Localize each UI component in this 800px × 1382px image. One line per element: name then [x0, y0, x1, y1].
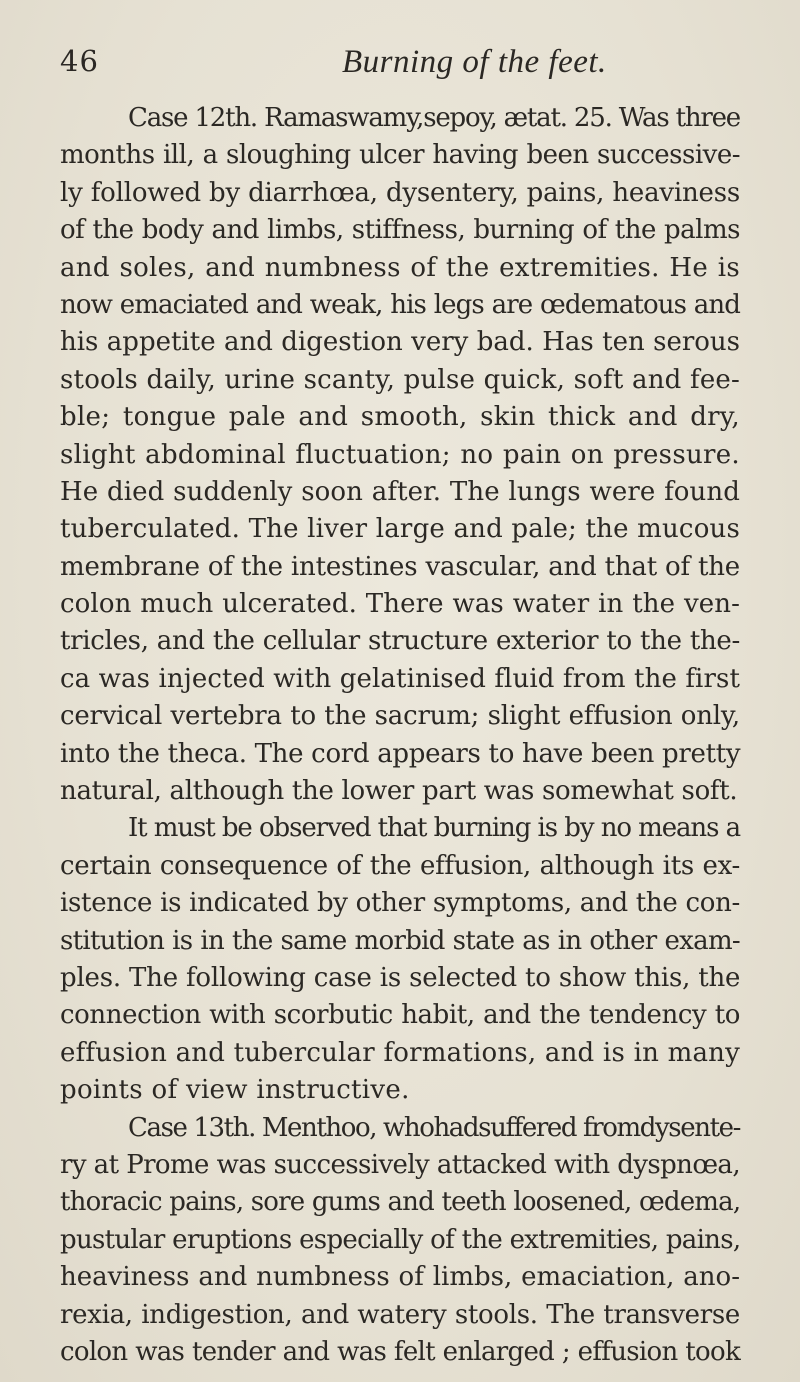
- running-title: Burning of the feet.: [342, 44, 607, 80]
- text-line: certain consequence of the effusion, although its ex-: [60, 850, 740, 881]
- text-line: tuberculated. The liver large and pale; the mucous: [60, 514, 741, 545]
- text-line: ble; tongue pale and smooth, skin thick and dry,: [60, 402, 740, 433]
- text-line: tricles, and the cellular structure exterior to the the-: [60, 626, 740, 657]
- text-line: He died suddenly soon after. The lungs were found: [60, 476, 740, 507]
- text-line: rexia, indigestion, and watery stools. The transverse: [60, 1299, 740, 1330]
- text-line: stools daily, urine scanty, pulse quick, soft and fee-: [60, 364, 740, 395]
- text-line: ca was injected with gelatinised fluid from the first: [60, 663, 740, 694]
- text-line: colon much ulcerated. There was water in the ven-: [60, 589, 740, 620]
- text-line: his appetite and digestion very bad. Has ten serous: [60, 327, 740, 358]
- text-line: ry at Prome was successively attacked with dyspnœa,: [60, 1149, 740, 1180]
- text-line: now emaciated and weak, his legs are œdematous and: [60, 289, 740, 320]
- text-line: of the body and limbs, stiffness, burning of the palms: [60, 215, 740, 246]
- text-line: thoracic pains, sore gums and teeth loosened, œdema,: [60, 1187, 741, 1218]
- text-line: ples. The following case is selected to show this, the: [60, 962, 741, 993]
- text-line: colon was tender and was felt enlarged ; effusion took: [60, 1336, 740, 1367]
- text-line: cervical vertebra to the sacrum; slight effusion only,: [60, 701, 740, 732]
- text-line: points of view instructive.: [60, 1075, 410, 1106]
- text-line: heaviness and numbness of limbs, emaciation, ano-: [60, 1262, 740, 1293]
- text-line: istence is indicated by other symptoms, and the con-: [60, 888, 740, 919]
- text-line: ly followed by diarrhœa, dysentery, pains, heaviness: [60, 177, 740, 208]
- running-head: [60, 44, 740, 84]
- text-line: natural, although the lower part was somewhat soft.: [60, 776, 738, 807]
- text-line: It must be observed that burning is by no means a: [128, 813, 740, 844]
- text-line: membrane of the intestines vascular, and that of the: [60, 551, 740, 582]
- text-line: and soles, and numbness of the extremities. He is: [60, 252, 740, 283]
- body-text: [60, 100, 740, 1371]
- text-line: slight abdominal fluctuation; no pain on pressure.: [60, 439, 740, 470]
- text-line: stitution is in the same morbid state as in other exam-: [60, 925, 740, 956]
- text-line: Case 12th. Ramaswamy,sepoy, ætat. 25. Was three: [128, 103, 740, 133]
- page-number: 46: [60, 44, 99, 78]
- text-line: into the theca. The cord appears to have been pretty: [60, 738, 741, 769]
- text-line: months ill, a sloughing ulcer having been successive-: [60, 140, 740, 171]
- text-line: connection with scorbutic habit, and the tendency to: [60, 1000, 740, 1031]
- text-line: pustular eruptions especially of the extremities, pains,: [60, 1224, 741, 1255]
- text-line: Case 13th. Menthoo, whohadsuffered fromdysente-: [128, 1112, 740, 1143]
- text-line: effusion and tubercular formations, and is in many: [60, 1037, 740, 1068]
